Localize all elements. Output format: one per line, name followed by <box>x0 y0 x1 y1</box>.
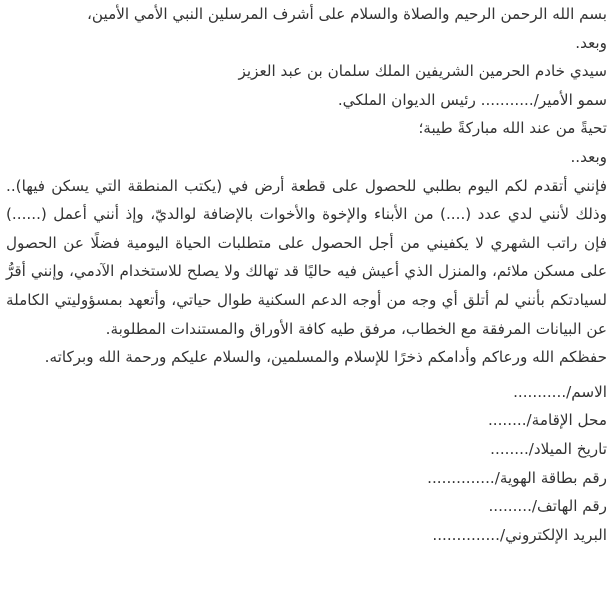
prince-line: سمو الأمير/........... رئيس الديوان الملكي. <box>337 90 607 109</box>
letter-body: فإنني أتقدم لكم اليوم بطلبي للحصول على قطعة أرض في (يكتب المنطقة التي يسكن فيها).. وذلك لأنني لدي عدد (....) من الأبناء والإخوة والأخوات بالإضافة لوالديّ، وإذ أنني أعمل (......) فإن راتب الشهري لا يكفيني من أجل الحصول على متطلبات الحياة اليومية فضلًا عن الحصول على مسكن ملائم، والمنزل الذي أعيش فيه حاليًا قد تهالك ولا يصلح للاستخدام الآدمي، وإنني أقرُّ لسيادتكم بأنني لم أتلق أي وجه من أوجه الدعم السكنية طوال حياتي، وأتعهد بمسؤوليتي الكاملة عن البيانات المرفقة مع الخطاب، مرفق طيه كافة الأوراق والمستندات المطلوبة. <box>6 176 607 338</box>
id-number-field: رقم بطاقة الهوية/.............. <box>427 468 607 487</box>
greeting-line: تحيةً من عند الله مباركةً طيبة؛ <box>418 119 607 138</box>
after-opening-line: وبعد. <box>575 33 607 52</box>
recipient-line: سيدي خادم الحرمين الشريفين الملك سلمان بن عبد العزيز <box>238 62 607 81</box>
residence-field: محل الإقامة/........ <box>487 411 607 430</box>
name-field: الاسم/........... <box>513 382 607 401</box>
phone-field: رقم الهاتف/......... <box>488 497 607 516</box>
closing-paragraph: حفظكم الله ورعاكم وأدامكم ذخرًا للإسلام والمسلمين، والسلام عليكم ورحمة الله وبركاته. <box>44 348 607 367</box>
opening-line: بسم الله الرحمن الرحيم والصلاة والسلام على أشرف المرسلين النبي الأمي الأمين، <box>87 5 607 23</box>
wa-baad-line: وبعد.. <box>570 147 607 166</box>
birth-date-field: تاريخ الميلاد/........ <box>490 439 607 458</box>
email-field: البريد الإلكتروني/.............. <box>432 525 607 544</box>
